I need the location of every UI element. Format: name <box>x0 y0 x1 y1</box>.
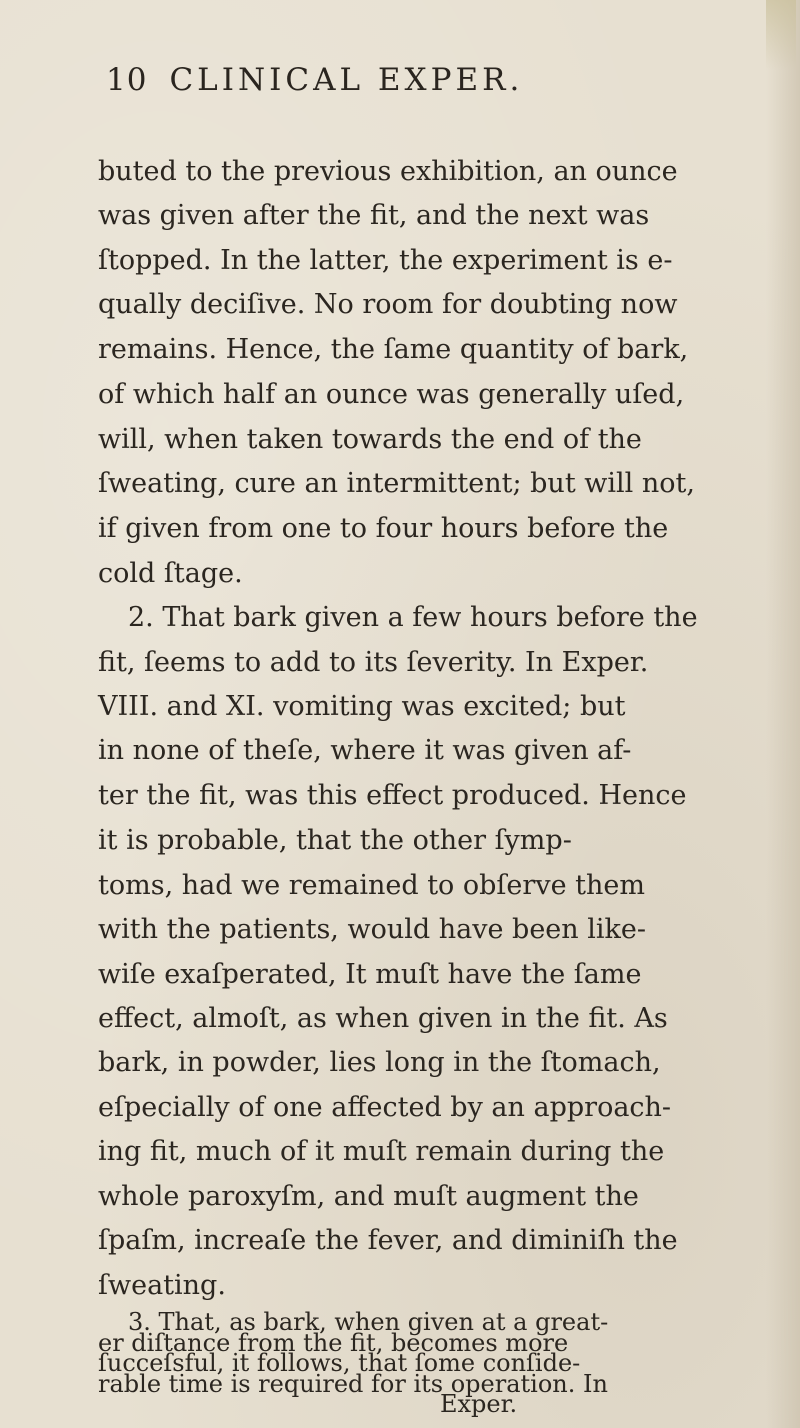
text-line: buted to the previous exhibition, an ounce <box>98 156 678 187</box>
text-line: VIII. and XI. vomiting was excited; but <box>98 691 626 722</box>
text-line: effect, almoſt, as when given in the fit. As <box>98 1003 668 1034</box>
text-line: remains. Hence, the ſame quantity of bark, <box>98 334 689 365</box>
text-line: ſpaſm, increaſe the fever, and diminiſh the <box>98 1225 678 1256</box>
text-line: ſucceſsful, it follows, that ſome conſide- <box>98 1349 581 1377</box>
text-line: toms, had we remained to obſerve them <box>98 870 645 901</box>
text-line: cold ſtage. <box>98 558 243 589</box>
text-line: er diſtance from the fit, becomes more <box>98 1329 569 1357</box>
text-line: qually deciſive. No room for doubting now <box>98 289 678 320</box>
text-line: 3. That, as bark, when given at a great- <box>128 1308 609 1336</box>
page-corner-stain <box>766 0 796 70</box>
text-line: whole paroxyſm, and muſt augment the <box>98 1181 639 1212</box>
text-line: wiſe exaſperated, It muſt have the ſame <box>98 959 642 990</box>
text-line: with the patients, would have been like- <box>98 914 646 945</box>
running-head-title: CLINICAL EXPER. <box>169 62 524 98</box>
page-edge-shadow <box>766 0 800 1428</box>
running-head <box>106 62 523 98</box>
text-line: 2. That bark given a few hours before the <box>128 602 698 633</box>
text-line: of which half an ounce was generally uſed, <box>98 379 685 410</box>
page-number: 10 <box>106 62 148 98</box>
text-line: ſtopped. In the latter, the experiment is e- <box>98 245 673 276</box>
text-line: eſpecially of one affected by an approach- <box>98 1092 672 1123</box>
text-line: ter the fit, was this effect produced. Hence <box>98 780 687 811</box>
text-line: was given after the fit, and the next was <box>98 200 650 231</box>
text-line: ſweating, cure an intermittent; but will not, <box>98 468 695 499</box>
text-line: Exper. <box>440 1390 518 1418</box>
text-line: bark, in powder, lies long in the ſtomach, <box>98 1047 661 1078</box>
text-line: it is probable, that the other ſymp- <box>98 825 572 856</box>
text-line: fit, ſeems to add to its ſeverity. In Exper. <box>98 647 649 678</box>
text-line: rable time is required for its operation. In <box>98 1370 608 1398</box>
text-line: will, when taken towards the end of the <box>98 424 642 455</box>
text-line: ſweating. <box>98 1270 226 1301</box>
text-line: ing fit, much of it muſt remain during the <box>98 1136 665 1167</box>
text-line: if given from one to four hours before the <box>98 513 669 544</box>
text-line: in none of theſe, where it was given af- <box>98 735 632 766</box>
